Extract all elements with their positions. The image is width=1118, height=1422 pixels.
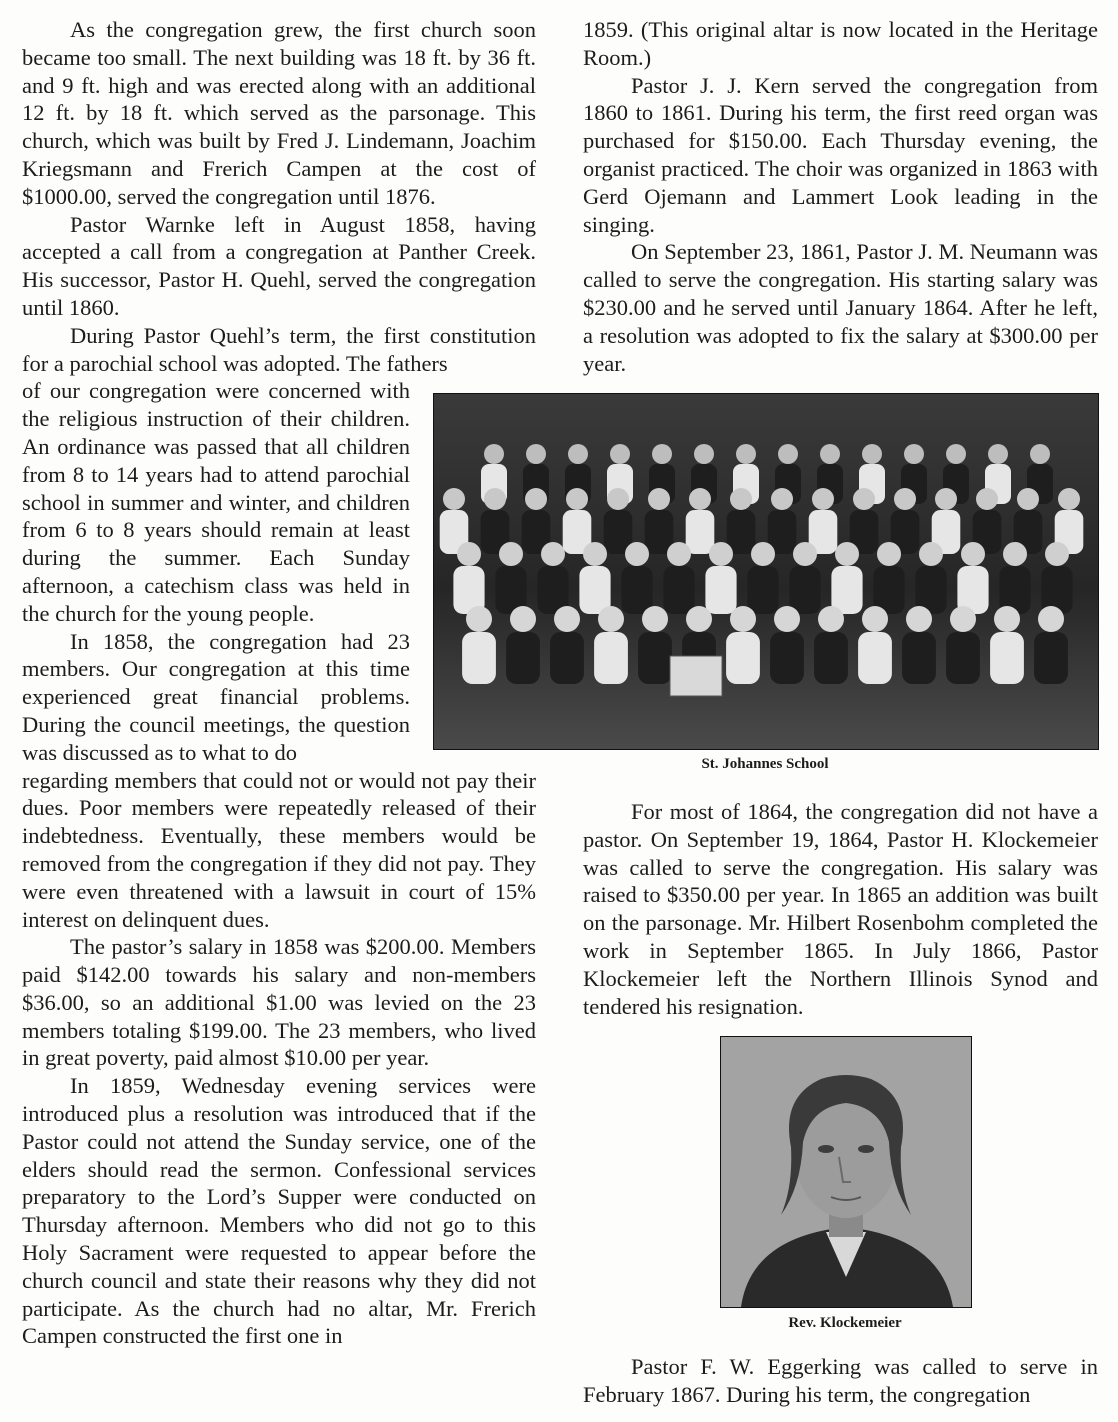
child-head <box>862 444 882 464</box>
child-figure <box>621 566 652 614</box>
child-head <box>877 542 901 566</box>
child-head <box>642 606 668 632</box>
child-head <box>935 488 957 510</box>
child-figure <box>705 566 736 614</box>
paragraph-pastor-eggerking: Pastor F. W. Eggerking was called to serve in February 1867. During his term, the congregation <box>583 1354 1098 1407</box>
child-head <box>709 542 733 566</box>
child-head <box>1030 444 1050 464</box>
child-figure <box>946 632 980 684</box>
child-head <box>894 488 916 510</box>
child-figure <box>1034 632 1068 684</box>
child-head <box>976 488 998 510</box>
portrait-caption: Rev. Klockemeier <box>788 1315 902 1331</box>
child-head <box>994 606 1020 632</box>
child-head <box>566 488 588 510</box>
school-group-photo <box>433 393 1099 750</box>
paragraph-pastor-klockemeier: For most of 1864, the congregation did not have a pastor. On September 19, 1864, Pastor H. Klockemeier was called to serve the congregation. His salary was raised to $350.00 per year. In 1865 an addition was built on the parsonage. Mr. Hilbert Rosenbohm completed the work in September 1865. In July 1866, Pastor Klockemeier left the Northern Illinois Synod and tendered his resignation. <box>583 799 1098 1019</box>
child-head <box>950 606 976 632</box>
school-photo-illustration <box>434 394 1098 749</box>
paragraph-pastor-warnke: Pastor Warnke left in August 1858, having accepted a call from a congregation at Panther Creek. His successor, Pastor H. Quehl, served the congregation until 1860. <box>22 211 536 320</box>
child-head <box>1038 606 1064 632</box>
child-head <box>730 488 752 510</box>
child-head <box>554 606 580 632</box>
child-head <box>1045 542 1069 566</box>
child-head <box>751 542 775 566</box>
child-head <box>812 488 834 510</box>
child-figure <box>789 566 820 614</box>
child-figure <box>594 632 628 684</box>
child-figure <box>663 566 694 614</box>
right-column-middle <box>583 798 1098 1020</box>
child-head <box>771 488 793 510</box>
child-figure <box>902 632 936 684</box>
child-head <box>774 606 800 632</box>
paragraph-church-building: As the congregation grew, the first church soon became too small. The next building was 18 ft. by 36 ft. and 9 ft. high and was erected along with an additional 12 ft. by 18 ft. which served as the parsonage. This church, which was built by Fred J. Lindemann, Joachim Kriegsmann and Frerich Campen at the cost of $1000.00, served the congregation until 1876. <box>22 17 536 209</box>
child-figure <box>726 632 760 684</box>
child-head <box>730 606 756 632</box>
child-head <box>625 542 649 566</box>
slate-sign <box>670 656 722 696</box>
child-figure <box>814 632 848 684</box>
child-head <box>466 606 492 632</box>
child-head <box>568 444 588 464</box>
child-head <box>904 444 924 464</box>
child-figure <box>770 632 804 684</box>
child-head <box>583 542 607 566</box>
child-head <box>457 542 481 566</box>
child-figure <box>990 632 1024 684</box>
child-figure <box>550 632 584 684</box>
child-figure <box>1041 566 1072 614</box>
child-head <box>689 488 711 510</box>
child-head <box>541 542 565 566</box>
child-figure <box>462 632 496 684</box>
child-head <box>607 488 629 510</box>
paragraph-pastor-neumann: On September 23, 1861, Pastor J. M. Neumann was called to serve the congregation. His starting salary was $230.00 and he served until January 1864. After he left, a resolution was adopted to fix the salary at $300.00 per year. <box>583 239 1098 376</box>
child-figure <box>506 632 540 684</box>
child-head <box>1003 542 1027 566</box>
child-head <box>652 444 672 464</box>
right-column-bottom <box>583 1353 1098 1409</box>
child-head <box>443 488 465 510</box>
child-figure <box>858 632 892 684</box>
paragraph-1859-services: In 1859, Wednesday evening services were introduced plus a resolution was introduced that if the Pastor could not attend the Sunday service, one of the elders should read the sermon. Confessional services preparatory to the Lord’s Supper were conducted on Thursday afternoon. Members who did not go to this Holy Sacrament were requested to appear before the church council and state their reasons why they did not participate. As the church had no altar, Mr. Frerich Campen constructed the first one in <box>22 1073 536 1349</box>
portrait-illustration <box>721 1037 971 1307</box>
child-head <box>484 444 504 464</box>
paragraph-1858-continued: regarding members that could not or would not pay their dues. Poor members were repeatedly released of their indebtedness. Eventually, these members would be removed from the congregation if they did not pay. They were even threatened with a lawsuit in court of 15% interest on delinquent dues. <box>22 767 536 932</box>
paragraph-quehl-start: During Pastor Quehl’s term, the first constitution for a parochial school was adopted. The fathers <box>22 322 536 376</box>
child-head <box>686 606 712 632</box>
child-head <box>988 444 1008 464</box>
child-head <box>526 444 546 464</box>
child-head <box>946 444 966 464</box>
child-head <box>862 606 888 632</box>
child-figure <box>638 632 672 684</box>
child-head <box>1058 488 1080 510</box>
child-head <box>610 444 630 464</box>
paragraph-pastor-salary: The pastor’s salary in 1858 was $200.00. Members paid $142.00 towards his salary and non-members $36.00, so an additional $1.00 was levied on the 23 members totaling $199.00. The 23 members, who lived in great poverty, paid almost $10.00 per year. <box>22 934 536 1071</box>
child-head <box>510 606 536 632</box>
child-head <box>648 488 670 510</box>
child-head <box>906 606 932 632</box>
child-head <box>835 542 859 566</box>
child-head <box>667 542 691 566</box>
child-figure <box>747 566 778 614</box>
child-figure <box>579 566 610 614</box>
child-head <box>853 488 875 510</box>
child-head <box>525 488 547 510</box>
child-head <box>820 444 840 464</box>
wrapped-text-block <box>22 377 410 766</box>
child-figure <box>831 566 862 614</box>
child-figure <box>686 510 715 554</box>
child-head <box>598 606 624 632</box>
paragraph-quehl-continued: of our congregation were concerned with the religious instruction of their children. An ordinance was passed that all children from 8 to 14 years had to attend parochial school in summer and winter, and children from 6 to 8 years should remain at least during the summer. Each Sunday afternoon, a catechism class was held in the church for the young people. <box>22 378 410 626</box>
child-head <box>961 542 985 566</box>
paragraph-pastor-kern: Pastor J. J. Kern served the congregation from 1860 to 1861. During his term, the first reed organ was purchased for $150.00. Each Thursday evening, the organist practiced. The choir was organized in 1863 with Gerd Ojemann and Lammert Look leading in the singing. <box>583 72 1098 237</box>
school-photo-caption: St. Johannes School <box>701 756 829 772</box>
child-head <box>919 542 943 566</box>
child-head <box>1017 488 1039 510</box>
child-head <box>818 606 844 632</box>
child-head <box>793 542 817 566</box>
child-head <box>484 488 506 510</box>
child-head <box>778 444 798 464</box>
child-head <box>694 444 714 464</box>
paragraph-1858-start: In 1858, the congregation had 23 members. Our congregation at this time experienced great financial problems. During the council meetings, the question was discussed as to what to do <box>22 628 410 765</box>
paragraph-altar-continued: 1859. (This original altar is now located in the Heritage Room.) <box>583 17 1098 70</box>
child-head <box>736 444 756 464</box>
right-column-top <box>583 16 1098 377</box>
klockemeier-portrait <box>720 1036 972 1308</box>
child-head <box>499 542 523 566</box>
